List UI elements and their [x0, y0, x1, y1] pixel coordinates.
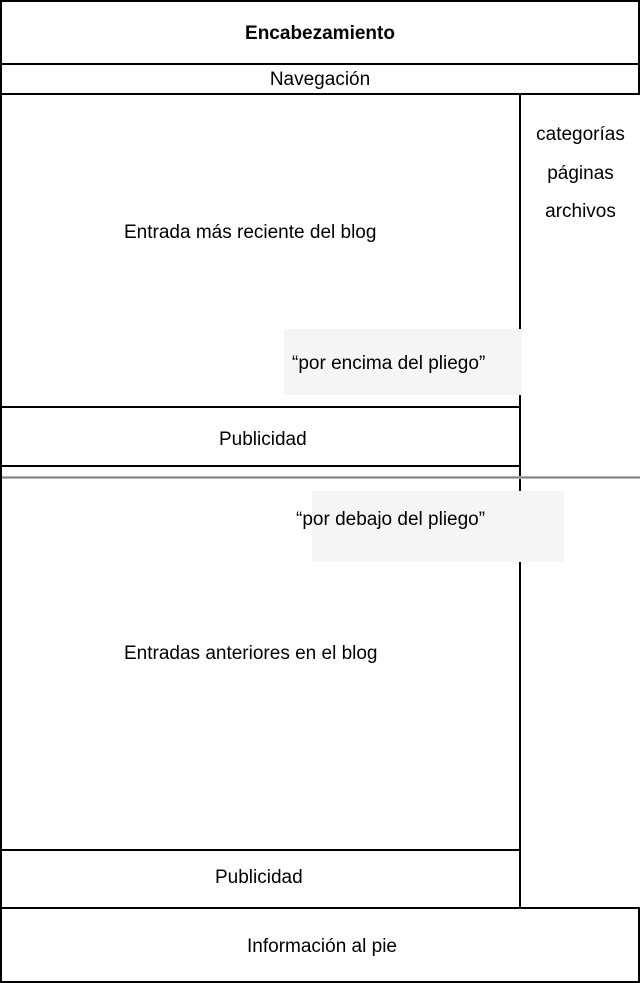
- above-fold-label: “por encima del pliego”: [292, 353, 486, 374]
- sidebar-item-archivos: archivos: [545, 201, 616, 222]
- body-left-border: [0, 93, 2, 909]
- fold-line: [0, 476, 640, 479]
- ad-top-label: Publicidad: [219, 429, 307, 450]
- footer-box: [0, 907, 640, 983]
- ad-top-bottom-border: [0, 465, 521, 467]
- navigation-label: Navegación: [269, 69, 371, 90]
- ad-top: [0, 408, 519, 466]
- below-fold-label: “por debajo del pliego”: [296, 509, 486, 530]
- ad-bottom-label: Publicidad: [215, 867, 303, 888]
- older-posts-label: Entradas anteriores en el blog: [124, 643, 378, 664]
- header-box: [0, 0, 640, 65]
- header-title: Encabezamiento: [245, 23, 395, 44]
- latest-post-label: Entrada más reciente del blog: [124, 222, 377, 243]
- footer-label: Información al pie: [247, 936, 397, 957]
- ad-bottom: [0, 851, 519, 907]
- sidebar-item-categorias: categorías: [536, 124, 625, 145]
- latest-post-area: [0, 95, 519, 408]
- navigation-box: [0, 63, 640, 95]
- sidebar-item-paginas: páginas: [547, 163, 614, 184]
